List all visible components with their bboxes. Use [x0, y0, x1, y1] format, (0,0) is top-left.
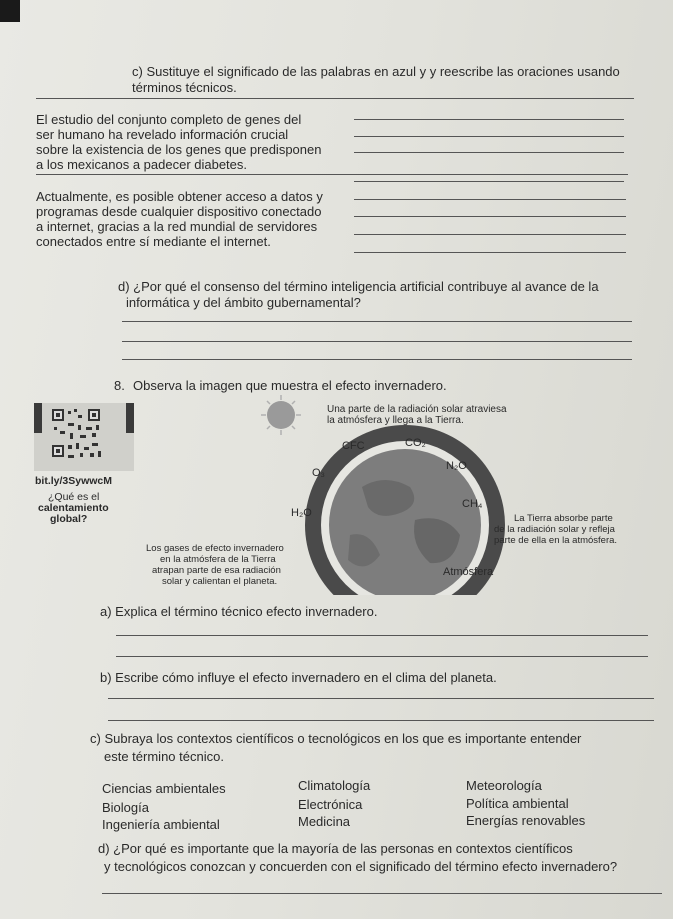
answer-line[interactable]	[122, 359, 632, 360]
answer-line[interactable]	[102, 893, 662, 894]
sidebar-question-line-1: ¿Qué es el	[48, 491, 100, 503]
gas-label-ch4: CH₄	[462, 498, 483, 510]
answer-line[interactable]	[354, 152, 624, 153]
section-c-instruction: c) Sustituye el significado de las palabras en azul y y reescribe las oraciones usando	[132, 64, 620, 79]
answer-line[interactable]	[108, 698, 654, 699]
gas-label-cfc: CFC	[342, 440, 365, 452]
right-caption-line-1: La Tierra absorbe parte	[514, 513, 613, 524]
paragraph-2-line-1: Actualmente, es posible obtener acceso a datos y	[36, 189, 323, 204]
gas-label-co2: CO₂	[405, 437, 426, 449]
paragraph-2-line-3: a internet, gracias a la red mundial de servidores	[36, 219, 318, 234]
question-c-cont: este término técnico.	[104, 749, 224, 764]
answer-line[interactable]	[354, 252, 626, 253]
atmosphere-label: Atmósfera	[443, 566, 494, 578]
question-c: c) Subraya los contextos científicos o tecnológicos en los que es importante entender	[90, 731, 582, 746]
question-b: b) Escribe cómo influye el efecto invernadero en el clima del planeta.	[100, 670, 497, 685]
paragraph-1-line-2: ser humano ha revelado información crucial	[36, 127, 289, 142]
gas-label-o3: O₃	[312, 467, 326, 479]
section-d-question: d) ¿Por qué el consenso del término inteligencia artificial contribuye al avance de la	[118, 279, 599, 294]
right-caption-line-2: de la radiación solar y refleja	[494, 524, 615, 535]
paragraph-1-line-4: a los mexicanos a padecer diabetes.	[36, 157, 248, 172]
answer-line[interactable]	[36, 174, 628, 175]
left-caption-line-1: Los gases de efecto invernadero	[146, 543, 284, 554]
answer-line[interactable]	[354, 136, 624, 137]
context-option[interactable]: Ciencias ambientales	[102, 781, 226, 796]
sidebar-question-line-3: global?	[50, 513, 88, 525]
left-caption-line-3: atrapan parte de esa radiación	[152, 565, 281, 576]
question-8-text: Observa la imagen que muestra el efecto invernadero.	[133, 378, 447, 393]
question-d-cont: y tecnológicos conozcan y concuerden con el significado del término efecto invernadero?	[104, 859, 618, 874]
top-caption-line-2: la atmósfera y llega a la Tierra.	[327, 415, 464, 426]
page-corner	[0, 0, 20, 22]
context-option[interactable]: Ingeniería ambiental	[102, 817, 220, 832]
paragraph-1-line-3: sobre la existencia de los genes que predisponen	[36, 142, 322, 157]
context-option[interactable]: Política ambiental	[466, 796, 569, 811]
context-option[interactable]: Energías renovables	[466, 813, 586, 828]
sidebar-question-line-2: calentamiento	[38, 502, 109, 514]
section-c-instruction-cont: términos técnicos.	[132, 80, 237, 95]
answer-line[interactable]	[116, 656, 648, 657]
question-8-number: 8.	[114, 378, 125, 393]
left-caption-line-2: en la atmósfera de la Tierra	[160, 554, 276, 565]
section-d-question-cont: informática y del ámbito gubernamental?	[126, 295, 361, 310]
answer-line[interactable]	[354, 234, 626, 235]
context-option[interactable]: Electrónica	[298, 797, 363, 812]
paragraph-1-line-1: El estudio del conjunto completo de genes del	[36, 112, 302, 127]
answer-line[interactable]	[354, 216, 626, 217]
question-d: d) ¿Por qué es importante que la mayoría de las personas en contextos científicos	[98, 841, 573, 856]
paragraph-2-line-2: programas desde cualquier dispositivo conectado	[36, 204, 322, 219]
answer-line[interactable]	[354, 199, 626, 200]
right-caption-line-3: parte de ella en la atmósfera.	[494, 535, 618, 546]
question-a: a) Explica el término técnico efecto invernadero.	[100, 604, 378, 619]
answer-line[interactable]	[116, 635, 648, 636]
answer-line[interactable]	[122, 321, 632, 322]
gas-label-n2o: N₂O	[446, 460, 467, 472]
answer-line[interactable]	[354, 119, 624, 120]
context-option[interactable]: Biología	[102, 800, 149, 815]
context-option[interactable]: Climatología	[298, 778, 371, 793]
qr-link[interactable]: bit.ly/3SywwcM	[35, 475, 113, 487]
sun-icon	[261, 395, 301, 435]
top-caption-line-1: Una parte de la radiación solar atraviesa	[327, 404, 507, 415]
left-caption-line-4: solar y calientan el planeta.	[162, 576, 278, 587]
answer-line[interactable]	[122, 341, 632, 342]
paragraph-2-line-4: conectados entre sí mediante el internet.	[36, 234, 271, 249]
gas-label-h2o: H₂O	[291, 507, 312, 519]
context-option[interactable]: Medicina	[298, 814, 351, 829]
answer-line[interactable]	[108, 720, 654, 721]
answer-line[interactable]	[36, 98, 634, 99]
qr-code-panel[interactable]	[34, 403, 134, 471]
answer-line[interactable]	[354, 181, 624, 182]
context-option[interactable]: Meteorología	[466, 778, 542, 793]
